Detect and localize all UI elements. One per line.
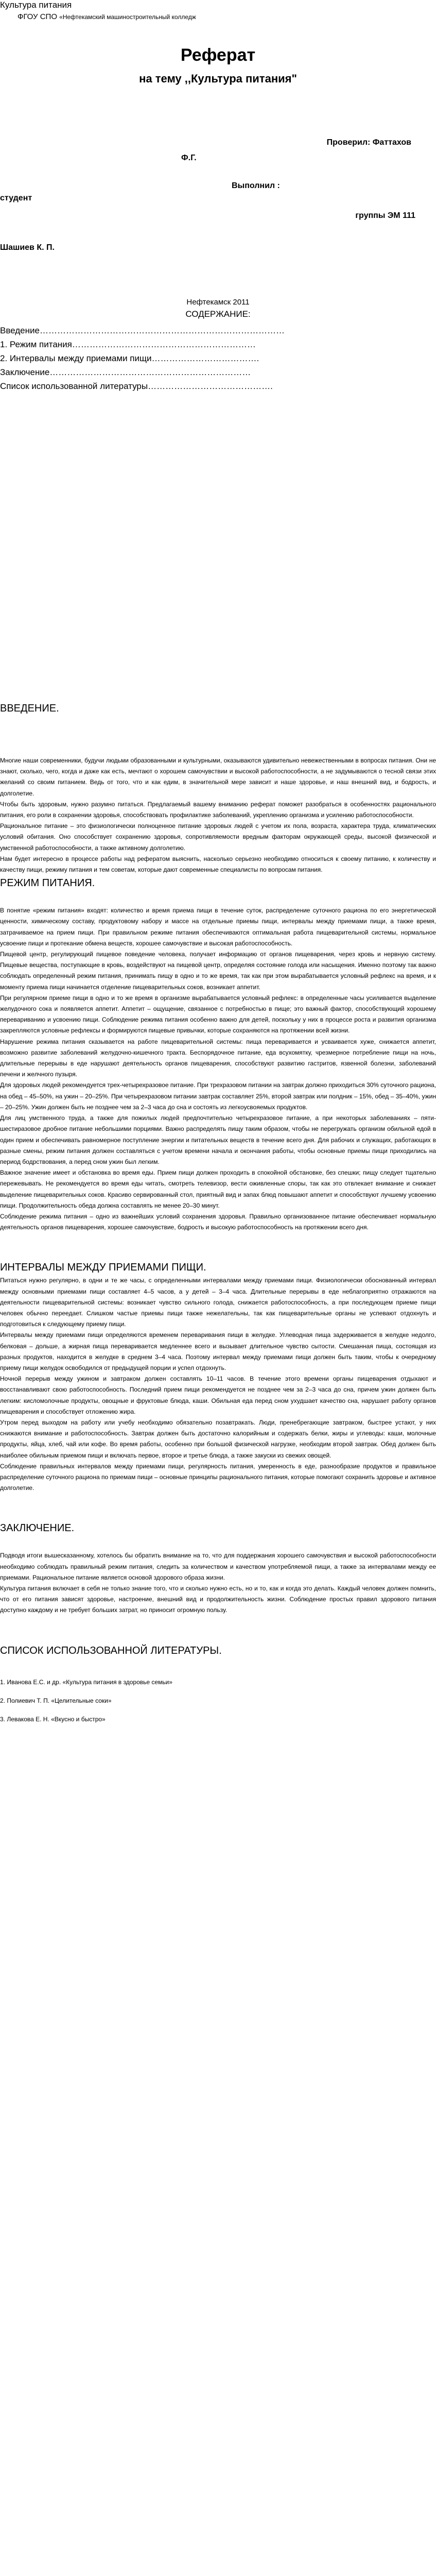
group-label: группы ЭМ 111 bbox=[355, 211, 415, 220]
regime-paragraph: Важное значение имеет и обстановка во время еды. Прием пищи должен проходить в спокойной обстановке, без спешки; пищу следует тщательно пережевывать. Не рекомендуется во время еды читать, смотреть телевизор, вести оживленные споры, так как это отвлекает внимание и снижает выделение пищеварительных соков. Красиво сервированный стол, приятный вид и запах блюд повышают аппетит и способствуют лучшему усвоению пищи. Продолжительность обеда должна составлять не менее 20–30 минут. bbox=[0, 1169, 436, 1209]
table-of-contents bbox=[0, 324, 436, 393]
city-year: Нефтекамск 2011 bbox=[186, 298, 250, 307]
regime-paragraph: Пищевой центр, регулирующий пищевое поведение человека, получает информацию от органов пищеварения, через кровь и нервную систему. Пищевые вещества, поступающие в кровь, воздействуют на пищевой центр, определяя состояние голода или насыщения. Именно поэтому так важно соблюдать определенный режим питания, принимать пищу в одно и то же время, так как при этом вырабатывается условный рефлекс на время, и к моменту приема пищи начинается отделение пищеварительных соков, возникает аппетит. bbox=[0, 951, 436, 991]
regime-paragraph: Для здоровых людей рекомендуется трех-четырехразовое питание. При трехразовом питании на завтрак должно приходиться 30% суточного рациона, на обед – 45–50%, на ужин – 20–25%. При четырехразовом питании завтрак составляет 25%, второй завтрак или полдник – 15%, обед – 35–40%, ужин – 20–25%. Ужин должен быть не позднее чем за 2–3 часа до сна и состоять из легкоусвояемых продуктов. bbox=[0, 1081, 436, 1111]
intervals-heading: ИНТЕРВАЛЫ МЕЖДУ ПРИЕМАМИ ПИЩИ. bbox=[0, 1262, 206, 1274]
checker-initials: Ф.Г. bbox=[181, 154, 197, 162]
references-heading: СПИСОК ИСПОЛЬЗОВАННОЙ ЛИТЕРАТУРЫ. bbox=[0, 1645, 222, 1656]
reference-item: 2. Полиевич Т. П. «Целительные соки» bbox=[0, 1697, 112, 1704]
header-topic-line: Культура питания bbox=[0, 0, 72, 10]
regime-paragraph: При регулярном приеме пищи в одно и то же время в организме вырабатывается условный рефлекс: в определенные часы усиливается выделение желудочного сока и появляется аппетит. Аппетит – ощущение, связанное с потребностью в пище; это важный фактор, способствующий хорошему перевариванию и усвоению пищи. Соблюдение режима питания особенно важно для детей, поскольку у них в процессе роста и развития организма закрепляются условные рефлексы и формируются пищевые привычки, которые сохраняются на протяжении всей жизни. bbox=[0, 994, 436, 1035]
done-by: Выполнил : bbox=[232, 181, 280, 190]
school-name-main: ФГОУ СПО bbox=[18, 12, 57, 21]
school-name bbox=[18, 12, 196, 21]
toc-heading: СОДЕРЖАНИЕ: bbox=[185, 309, 251, 319]
document-title: Реферат bbox=[180, 45, 256, 65]
regime-paragraph: В понятие «режим питания» входят: количество и время приема пищи в течение суток, распределение суточного рациона по его энергетической ценности, химическому составу, продуктовому набору и массе на отдельные приемы пищи, интервалы между приемами пищи, а также время, затрачиваемое на прием пищи. При правильном режиме питания обеспечиваются оптимальная работа пищеварительной системы, нормальное усвоение пищи и протекание обмена веществ, хорошее самочувствие и высокая работоспособность. bbox=[0, 907, 436, 947]
regime-paragraph: Для лиц умственного труда, а также для пожилых людей предпочтительно четырехразовое питание, а при некоторых заболеваниях – пяти-шестиразовое дробное питание небольшими порциями. Важно распределять пищу таким образом, чтобы не перегружать организм обильной едой в один прием и обеспечивать равномерное поступление энергии и питательных веществ в течение всего дня. Для рабочих и служащих, работающих в разные смены, режим питания должен составляться с учетом времени начала и окончания работы, чтобы основные приемы пищи приходились на период бодрствования, а перед сном ужин был легким. bbox=[0, 1114, 436, 1165]
intervals-paragraph: Соблюдение правильных интервалов между приемами пищи, регулярность питания, умеренность в еде, разнообразие продуктов и правильное распределение суточного рациона по приемам пищи – основные принципы рационального питания, которые помогают сохранить здоровье и активное долголетие. bbox=[0, 1462, 436, 1492]
intervals-paragraph: Ночной перерыв между ужином и завтраком должен составлять 10–11 часов. В течение этого времени органы пищеварения отдыхают и восстанавливают свою работоспособность. Последний прием пищи рекомендуется не позднее чем за 2–3 часа до сна, причем ужин должен быть легким: кисломолочные продукты, овощные и фруктовые блюда, каши. Обильная еда перед сном ухудшает качество сна, нарушает работу органов пищеварения и способствует отложению жира. bbox=[0, 1375, 436, 1415]
reference-item: 3. Левакова Е. Н. «Вкусно и быстро» bbox=[0, 1715, 106, 1723]
document-subtitle: на тему ,,Культура питания" bbox=[139, 72, 297, 85]
regime-heading: РЕЖИМ ПИТАНИЯ. bbox=[0, 877, 95, 889]
student-label: студент bbox=[0, 194, 32, 202]
toc-item: 2. Интервалы между приемами пищи………………………………. bbox=[0, 353, 259, 363]
intervals-paragraph: Интервалы между приемами пищи определяются временем переваривания пищи в желудке. Углеводная пища задерживается в желудке недолго, белковая – дольше, а жирная пища переваривается медленнее всего и вызывает длительное чувство сытости. Смешанная пища, состоящая из разных продуктов, находится в желудке в среднем 3–4 часа. Поэтому интервал между приемами пищи должен быть таким, чтобы к очередному приему пищи желудок освободился от предыдущей порции и успел отдохнуть. bbox=[0, 1331, 436, 1371]
document-body bbox=[0, 701, 436, 1728]
conclusion-heading: ЗАКЛЮЧЕНИЕ. bbox=[0, 1522, 75, 1534]
intro-paragraph: Многие наши современники, будучи людьми образованными и культурными, оказываются удивительно невежественными в вопросах питания. Они не знают, сколько, чего, когда и даже как есть, мечтают о хорошем самочувствии и высокой работоспособности, а не задумываются о тесной связи этих желаний со своим питанием. Ведь от того, что и как едим, в значительной мере зависит и наше здоровье, и наш внешний вид, и бодрость, и долголетие. bbox=[0, 757, 436, 797]
conclusion-paragraph: Культура питания включает в себя не только знание того, что и сколько нужно есть, но и то, как и когда это делать. Каждый человек должен помнить, что от его питания зависят здоровье, настроение, внешний вид и продолжительность жизни. Соблюдение простых правил здорового питания доступно каждому и не требует больших затрат, но приносит огромную пользу. bbox=[0, 1585, 436, 1614]
intervals-paragraph: Утром перед выходом на работу или учебу необходимо обязательно позавтракать. Люди, пренебрегающие завтраком, быстрее устают, у них снижаются внимание и работоспособность. Завтрак должен быть достаточно калорийным и содержать белки, жиры и углеводы: каши, молочные продукты, яйца, хлеб, чай или кофе. Во время работы, особенно при большой физической нагрузке, необходим второй завтрак. Обед должен быть наиболее обильным приемом пищи и включать первое, второе и третье блюда, а также закуски из свежих овощей. bbox=[0, 1418, 436, 1459]
school-name-small: «Нефтекамский машиностроительный колледж bbox=[59, 13, 196, 21]
toc-item: Заключение…………………………………………………………… bbox=[0, 367, 251, 377]
reference-item: 1. Иванова Е.С. и др. «Культура питания в здоровье семьи» bbox=[0, 1678, 172, 1686]
intro-paragraph: Рациональное питание – это физиологически полноценное питание здоровых людей с учетом их пола, возраста, характера труда, климатических условий обитания. Оно способствует сохранению здоровья, сопротивляемости вредным факторам окружающей среды, высокой физической и умственной работоспособности, а также активному долголетию. bbox=[0, 822, 436, 852]
intro-paragraph: Нам будет интересно в процессе работы над рефератом выяснить, насколько серьезно необходимо относиться к своему питанию, к количеству и качеству пищи, режиму питания и тем советам, которые дают современные специалисты по вопросам питания. bbox=[0, 855, 436, 874]
author-name: Шашиев К. П. bbox=[0, 243, 55, 252]
intro-heading: ВВЕДЕНИЕ. bbox=[0, 703, 59, 714]
toc-item: 1. Режим питания……………………………………………………… bbox=[0, 340, 256, 349]
checked-by: Проверил: Фаттахов bbox=[326, 138, 411, 147]
regime-paragraph: Соблюдение режима питания – одно из важнейших условий сохранения здоровья. Правильно организованное питание обеспечивает нормальную деятельность органов пищеварения, хорошее самочувствие, бодрость и высокую работоспособность на протяжении всего дня. bbox=[0, 1212, 436, 1231]
toc-item: Список использованной литературы……………………………………. bbox=[0, 381, 273, 391]
toc-item: Введение………………………………………………………………………… bbox=[0, 326, 285, 335]
intervals-paragraph: Питаться нужно регулярно, в одни и те же часы, с определенными интервалами между приемами пищи. Физиологически обоснованный интервал между основными приемами пищи составляет 4–5 часов, а у детей – 3–4 часа. Длительные перерывы в еде неблагоприятно отражаются на деятельности пищеварительной системы: возникает чувство сильного голода, снижается работоспособность, а при последующем приеме пищи человек обычно переедает. Слишком частые приемы пищи также нежелательны, так как пищеварительные органы не успевают отдохнуть и подготовиться к следующему приему пищи. bbox=[0, 1277, 436, 1328]
intro-paragraph: Чтобы быть здоровым, нужно разумно питаться. Предлагаемый вашему вниманию реферат поможет разобраться в особенностях рационального питания, его роли в сохранении здоровья, способствовать профилактике заболеваний, укреплению организма и усилению работоспособности. bbox=[0, 800, 436, 819]
conclusion-paragraph: Подводя итоги вышесказанному, хотелось бы обратить внимание на то, что для поддержания хорошего самочувствия и высокой работоспособности необходимо соблюдать правильный режим питания, следить за количеством и качеством употребляемой пищи, а также за интервалами между ее приемами. Рациональное питание является основой здорового образа жизни. bbox=[0, 1552, 436, 1581]
regime-paragraph: Нарушение режима питания сказывается на работе пищеварительной системы: пища переваривается и усваивается хуже, снижается аппетит, возможно развитие заболеваний желудочно-кишечного тракта. Беспорядочное питание, еда всухомятку, чрезмерное потребление пищи на ночь, длительные перерывы в еде нарушают деятельность органов пищеварения, способствуют развитию гастритов, язвенной болезни, заболеваний печени и желчного пузыря. bbox=[0, 1038, 436, 1078]
